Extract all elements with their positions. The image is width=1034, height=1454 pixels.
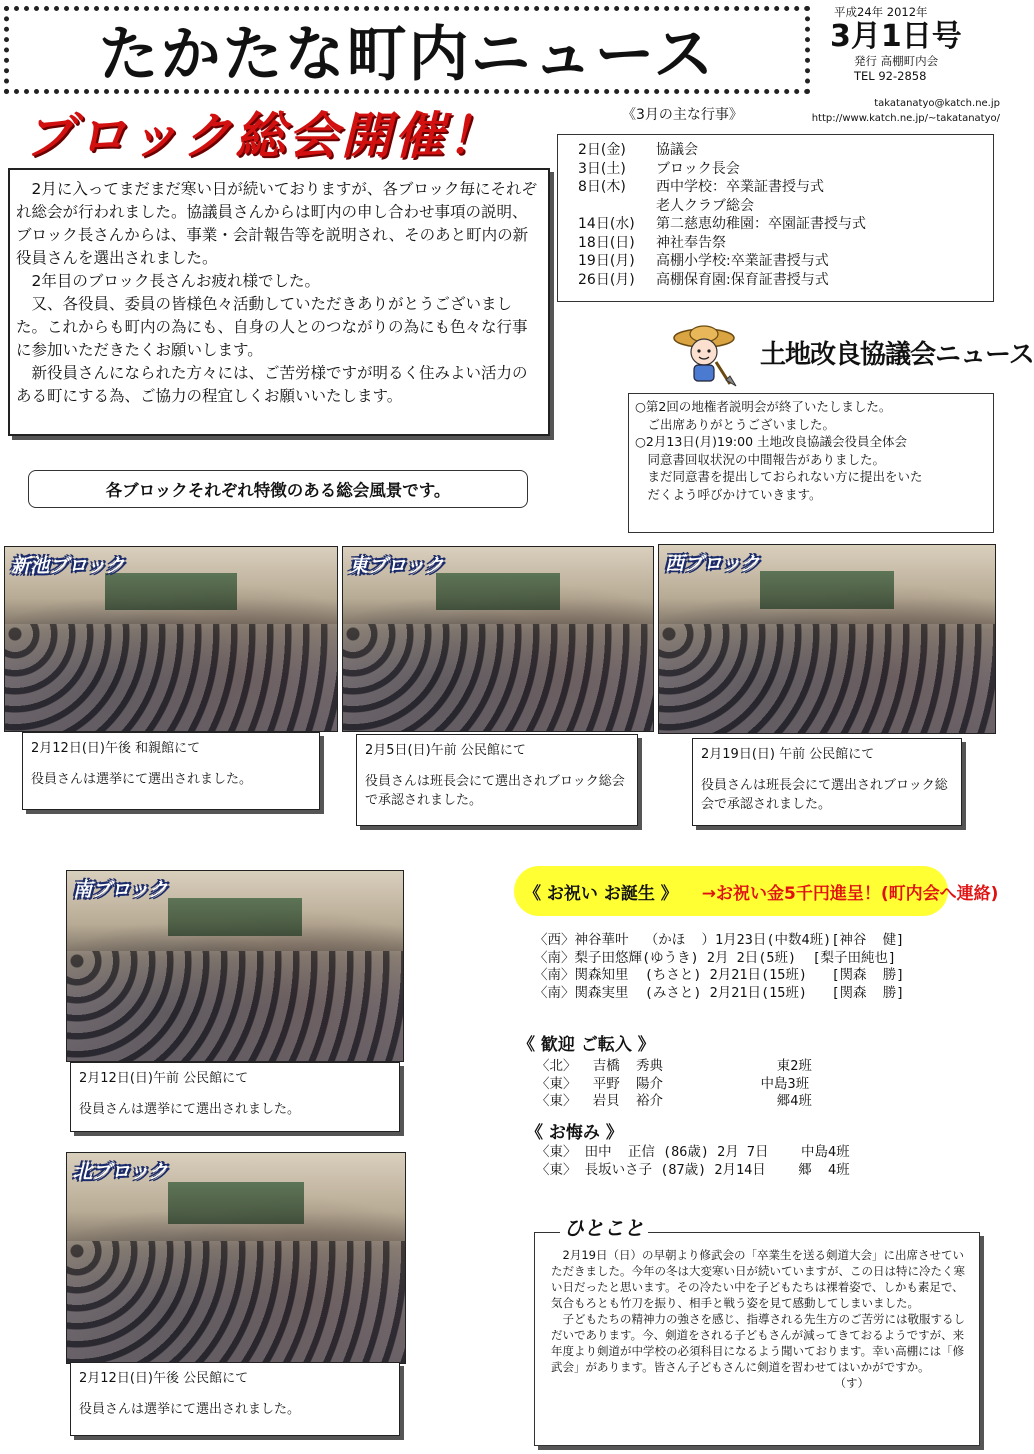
caption-date: 2月12日(日)午前 公民館にて — [79, 1071, 249, 1086]
events-heading: 《3月の主な行事》 — [622, 107, 743, 123]
email-link[interactable]: takatanatyo@katch.ne.jp — [874, 98, 1000, 109]
caption-date: 2月12日(日)午後 和親館にて — [31, 741, 201, 756]
welcome-list — [536, 1058, 812, 1111]
hitokoto-title: ひとこと — [560, 1212, 648, 1241]
website-link[interactable]: http://www.katch.ne.jp/~takatanatyo/ — [811, 113, 1000, 124]
hitokoto-box — [534, 1232, 980, 1446]
event-row — [578, 252, 993, 271]
intro-paragraph: 又、各役員、委員の皆様色々活動していただきありがとうございました。これからも町内の為にも、自身の人とのつながりの為にも色々な行事に参加いただきたくお願いします。 — [16, 295, 528, 359]
caption-text: 役員さんは班長会にて選出されブロック総会で承認されました。 — [365, 774, 625, 808]
photo-higashi-block — [342, 546, 654, 732]
intro-article — [8, 168, 550, 436]
event-row — [578, 234, 993, 253]
event-row — [578, 178, 993, 197]
event-date: 18日(日) — [578, 234, 635, 251]
newsletter-title: たかたな町内ニュース — [98, 20, 716, 90]
caption-date: 2月5日(日)午前 公民館にて — [365, 743, 526, 758]
condolence-heading: 《 お悔み 》 — [526, 1123, 623, 1143]
kairyo-line: まだ同意書を提出しておられない方に提出をいた — [635, 469, 923, 484]
intro-paragraph: 新役員さんになられた方々には、ご苦労様ですが明るく住みよい活力のある町にする為、ご協力の程宜しくお願いいたします。 — [16, 364, 528, 405]
photo-kita-block — [66, 1152, 406, 1364]
event-row — [578, 141, 993, 160]
event-row — [578, 160, 993, 179]
birth-entry: 〈南〉梨子田悠輝(ゆうき) 2月 2日(5班) [梨子田純也] — [534, 949, 897, 966]
event-text: 高棚保育園:保育証書授与式 — [656, 271, 829, 288]
births-list — [534, 932, 904, 1002]
kairyo-news-box — [628, 393, 994, 533]
caption-nishi — [692, 738, 962, 826]
event-text: 協議会 — [656, 142, 698, 158]
caption-higashi — [356, 734, 638, 826]
intro-paragraph: 2月に入ってまだまだ寒い日が続いておりますが、各ブロック毎にそれぞれ総会が行われました。協議員さんからは町内の申し合わせ事項の説明、ブロック長さんからは、事業・会計報告等を説明され、そのあと町内の新役員さんを選出されました。 — [16, 180, 538, 267]
celebration-title: 《 お祝い お誕生 》 — [524, 883, 678, 904]
event-text: 第二慈恵幼稚園：卒園証書授与式 — [656, 216, 866, 232]
event-date: 8日(木) — [578, 179, 626, 195]
caption-text: 役員さんは選挙にて選出されました。 — [79, 1102, 301, 1117]
kairyo-line: ご出席ありがとうございました。 — [635, 416, 836, 432]
issue-era: 平成24年 2012年 — [834, 5, 928, 19]
event-date: 14日(水) — [578, 216, 635, 232]
contact-info — [780, 96, 1000, 126]
events-list — [557, 134, 994, 302]
celebration-note: →お祝い金5千円進呈！(町内会へ連絡) — [701, 883, 999, 904]
caption-date: 2月12日(日)午後 公民館にて — [79, 1371, 249, 1386]
issue-date: 3月1日号 — [830, 19, 962, 54]
kairyo-news-title: 土地改良協議会ニュース — [760, 340, 1034, 370]
photo-shinike-block — [4, 546, 338, 732]
event-text: ブロック長会 — [656, 160, 740, 177]
hitokoto-paragraph: 2月19日（日）の早朝より修武会の「卒業生を送る剣道大会」に出席させていただきました。今年の冬は大変寒い日が続いていますが、この日は特に冷たく寒い日だったと思います。その冷たい中を子どもたちは裸着姿で、しかも素足で、気合もろとも竹刀を振り、相手と戦う姿を見て感動してしまいました。 — [551, 1248, 965, 1310]
birth-entry: 〈南〉関森実里 (みさと) 2月21日(15班) [関森 勝] — [534, 984, 905, 1001]
mascot-illustration — [664, 322, 746, 388]
condolence-entry: 〈東〉 長坂いさ子 (87歳) 2月14日 郷 4班 — [536, 1161, 850, 1178]
event-text: 西中学校：卒業証書授与式 — [656, 179, 824, 195]
caption-kita — [70, 1362, 400, 1436]
photos-caption: 各ブロックそれぞれ特徴のある総会風景です。 — [28, 470, 528, 508]
celebration-banner — [514, 866, 999, 916]
telephone: TEL 92-2858 — [854, 69, 927, 83]
condolence-list — [536, 1144, 850, 1179]
event-row — [578, 215, 993, 234]
kairyo-line: 同意書回収状況の中間報告がありました。 — [635, 451, 886, 467]
caption-shinike — [22, 732, 320, 810]
intro-paragraph: 2年目のブロック長さんお疲れ様でした。 — [31, 272, 321, 290]
kairyo-line: だくよう呼びかけていきます。 — [635, 486, 822, 502]
event-date: 3日(土) — [578, 160, 626, 177]
event-row — [578, 197, 993, 216]
photo-label: 東ブロック — [349, 555, 444, 577]
caption-date: 2月19日(日) 午前 公民館にて — [701, 747, 875, 762]
welcome-heading: 《 歓迎 ご転入 》 — [518, 1035, 655, 1055]
kairyo-line: ○第2回の地権者説明会が終了いたしました。 — [635, 399, 892, 414]
birth-entry: 〈南〉関森知里 (ちさと) 2月21日(15班) [関森 勝] — [534, 967, 905, 983]
event-text: 高棚小学校:卒業証書授与式 — [656, 253, 829, 269]
photo-label: 新池ブロック — [11, 555, 125, 577]
welcome-entry: 〈北〉 吉橋 秀典 東2班 — [536, 1058, 812, 1074]
birth-entry: 〈西〉神谷華叶 （かほ ）1月23日(中数4班)[神谷 健] — [534, 932, 905, 948]
welcome-entry: 〈東〉 岩貝 裕介 郷4班 — [536, 1093, 812, 1109]
kairyo-line: ○2月13日(月)19:00 土地改良協議会役員全体会 — [635, 434, 908, 449]
event-row — [578, 271, 993, 290]
photo-minami-block — [66, 870, 404, 1062]
caption-minami — [70, 1062, 400, 1132]
photo-nishi-block — [658, 544, 996, 734]
caption-text: 役員さんは班長会にて選出されブロック総会で承認されました。 — [701, 778, 948, 812]
masthead-frame — [4, 6, 810, 94]
event-text: 神社奉告祭 — [656, 234, 726, 251]
publisher: 発行 高棚町内会 — [854, 54, 939, 68]
photo-label: 西ブロック — [665, 553, 760, 575]
photo-label: 南ブロック — [73, 879, 168, 901]
hitokoto-paragraph: 子どもたちの精神力の強さを感じ、指導される先生方のご苦労には敬服するしだいであります。今、剣道をされる子どもさんが減ってきておるようですが、来年度より剣道が中学校の必須科目になるよう聞いております。幸い高棚には「修武会」があります。皆さん子どもさんに剣道を習わせてはいかがですか。 — [551, 1312, 965, 1374]
event-date — [578, 197, 656, 216]
condolence-entry: 〈東〉 田中 正信 (86歳) 2月 7日 中島4班 — [536, 1144, 850, 1160]
event-date: 26日(月) — [578, 271, 635, 288]
event-date: 2日(金) — [578, 142, 626, 158]
caption-text: 役員さんは選挙にて選出されました。 — [79, 1402, 301, 1417]
welcome-entry: 〈東〉 平野 陽介 中島3班 — [536, 1075, 810, 1092]
issue-info — [818, 4, 998, 84]
headline: ブロック総会開催！ — [24, 106, 500, 165]
hitokoto-signature: （す） — [834, 1376, 869, 1390]
photo-label: 北ブロック — [73, 1161, 168, 1183]
event-date: 19日(月) — [578, 253, 635, 269]
caption-text: 役員さんは選挙にて選出されました。 — [31, 772, 253, 787]
event-text: 老人クラブ総会 — [656, 197, 754, 214]
